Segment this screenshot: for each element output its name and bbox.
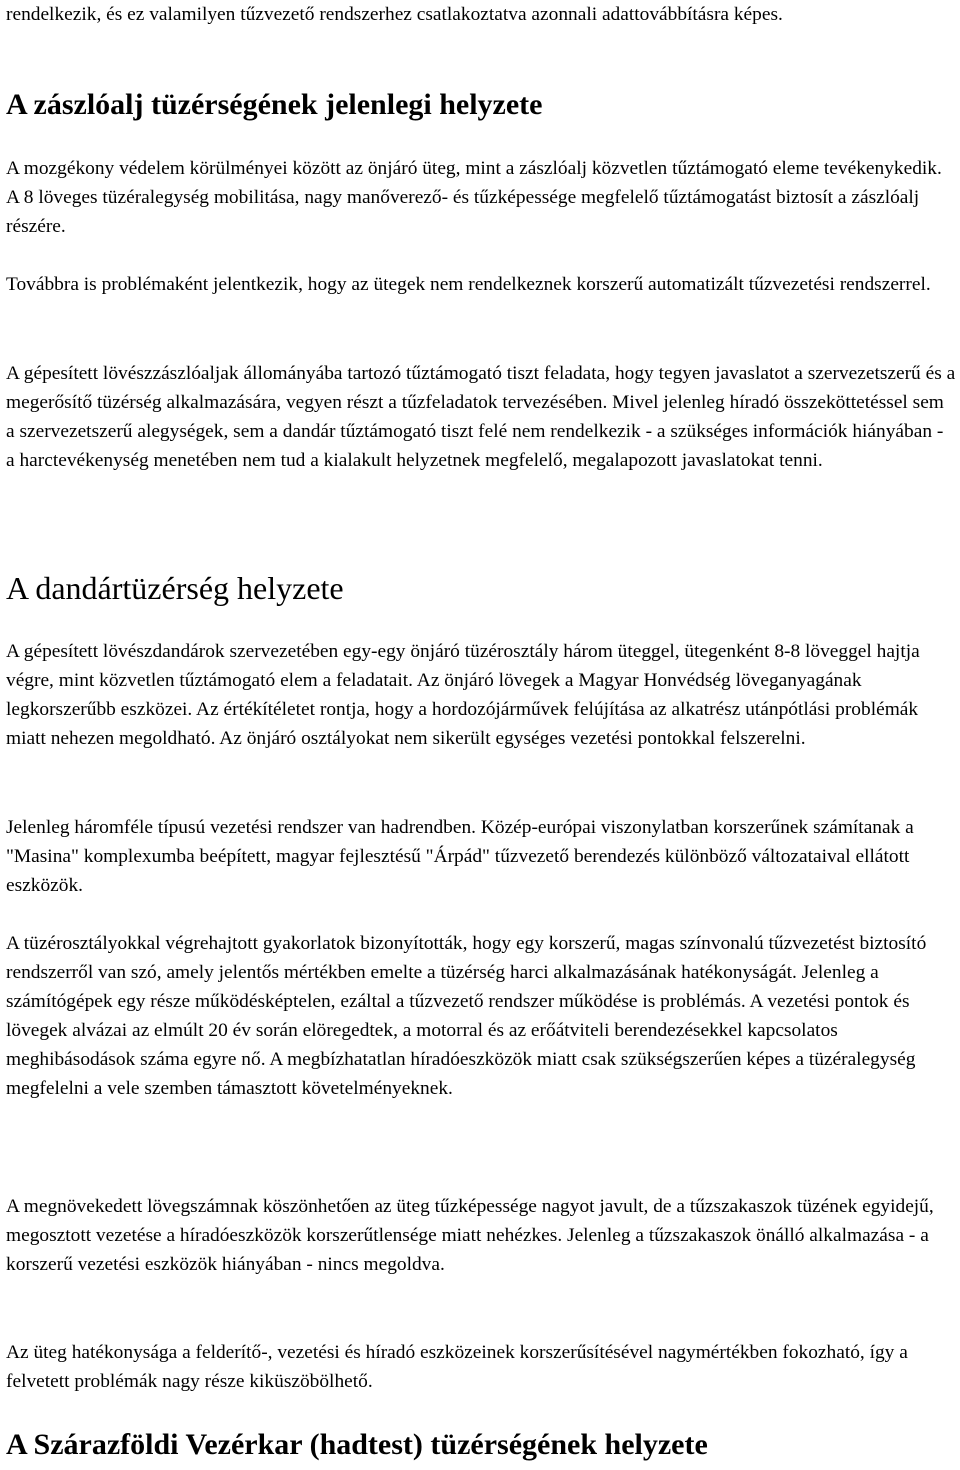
battalion-paragraph-2: Továbbra is problémaként jelentkezik, hogy az ütegek nem rendelkeznek korszerű automatizált tűzvezetési rendszerrel. (6, 274, 931, 295)
brigade-paragraph-5: Az üteg hatékonysága a felderítő-, vezetési és híradó eszközeinek korszerűsítésével nagymértékben fokozható, így a felvetett problémák nagy része kiküszöbölhető. (6, 1342, 908, 1392)
brigade-paragraph-4: A megnövekedett lövegszámnak köszönhetően az üteg tűzképessége nagyot javult, de a tűzszakaszok tüzének egyidejű, megosztott vezetése a híradóeszközök korszerűtlensége miatt nehézkes. Jelenleg a tűzszakaszok önálló alkalmazása - a korszerű vezetési eszközök hiányában - nincs megoldva. (6, 1196, 934, 1275)
brigade-paragraph-1: A gépesített lövészdandárok szervezetében egy-egy önjáró tüzérosztály három üteggel, ütegenként 8-8 löveggel hajtja végre, mint közvetlen tűztámogató elem a feladatait. Az önjáró lövegek a Magyar Honvédség löveganyagának legkorszerűbb eszközei. Az értékítéletet rontja, hogy a hordozójárművek felújítása az alkatrész utánpótlási problémák miatt nehezen megoldható. Az önjáró osztályokat nem sikerült egységes vezetési pontokkal felszerelni. (6, 641, 920, 749)
section-heading-brigade-artillery: A dandártüzérség helyzete (6, 570, 344, 606)
section-heading-corps-artillery: A Szárazföldi Vezérkar (hadtest) tüzérségének helyzete (6, 1428, 708, 1461)
brigade-paragraph-3: A tüzérosztályokkal végrehajtott gyakorlatok bizonyították, hogy egy korszerű, magas színvonalú tűzvezetést biztosító rendszerről van szó, amely jelentős mértékben emelte a tüzérség harci alkalmazásának hatékonyságát. Jelenleg a számítógépek egy része működésképtelen, ezáltal a tűzvezető rendszer működése is problémás. A vezetési pontok és lövegek alvázai az elmúlt 20 év során elöregedtek, a motorral és az erőátviteli berendezésekkel kapcsolatos meghibásodások száma egyre nő. A megbízhatatlan híradóeszközök miatt csak szükségszerűen képes a tüzéralegység megfelelni a vele szemben támasztott követelményeknek. (6, 933, 927, 1099)
brigade-paragraph-2: Jelenleg háromféle típusú vezetési rendszer van hadrendben. Közép-európai viszonylatban korszerűnek számítanak a "Masina" komplexumba beépített, magyar fejlesztésű "Árpád" tűzvezető berendezés különböző változataival ellátott eszközök. (6, 817, 914, 896)
battalion-paragraph-3: A gépesített lövészzászlóaljak állományába tartozó tűztámogató tiszt feladata, hogy tegyen javaslatot a szervezetszerű és a megerősítő tüzérség alkalmazására, vegyen részt a tűzfeladatok tervezésében. Mivel jelenleg híradó összeköttetéssel sem a szervezetszerű alegységek, sem a dandár tűztámogató tiszt felé nem rendelkezik - a szükséges információk hiányában - a harctevékenység menetében nem tud a kialakult helyzetnek megfelelő, megalapozott javaslatokat tenni. (6, 363, 956, 471)
intro-continuation-paragraph: rendelkezik, és ez valamilyen tűzvezető rendszerhez csatlakoztatva azonnali adattovábbításra képes. (6, 4, 783, 25)
battalion-paragraph-1: A mozgékony védelem körülményei között az önjáró üteg, mint a zászlóalj közvetlen tűztámogató eleme tevékenykedik. A 8 löveges tüzéralegység mobilitása, nagy manőverező- és tűzképessége megfelelő tűztámogatást biztosít a zászlóalj részére. (6, 158, 942, 237)
section-heading-battalion-artillery: A zászlóalj tüzérségének jelenlegi helyzete (6, 88, 543, 121)
